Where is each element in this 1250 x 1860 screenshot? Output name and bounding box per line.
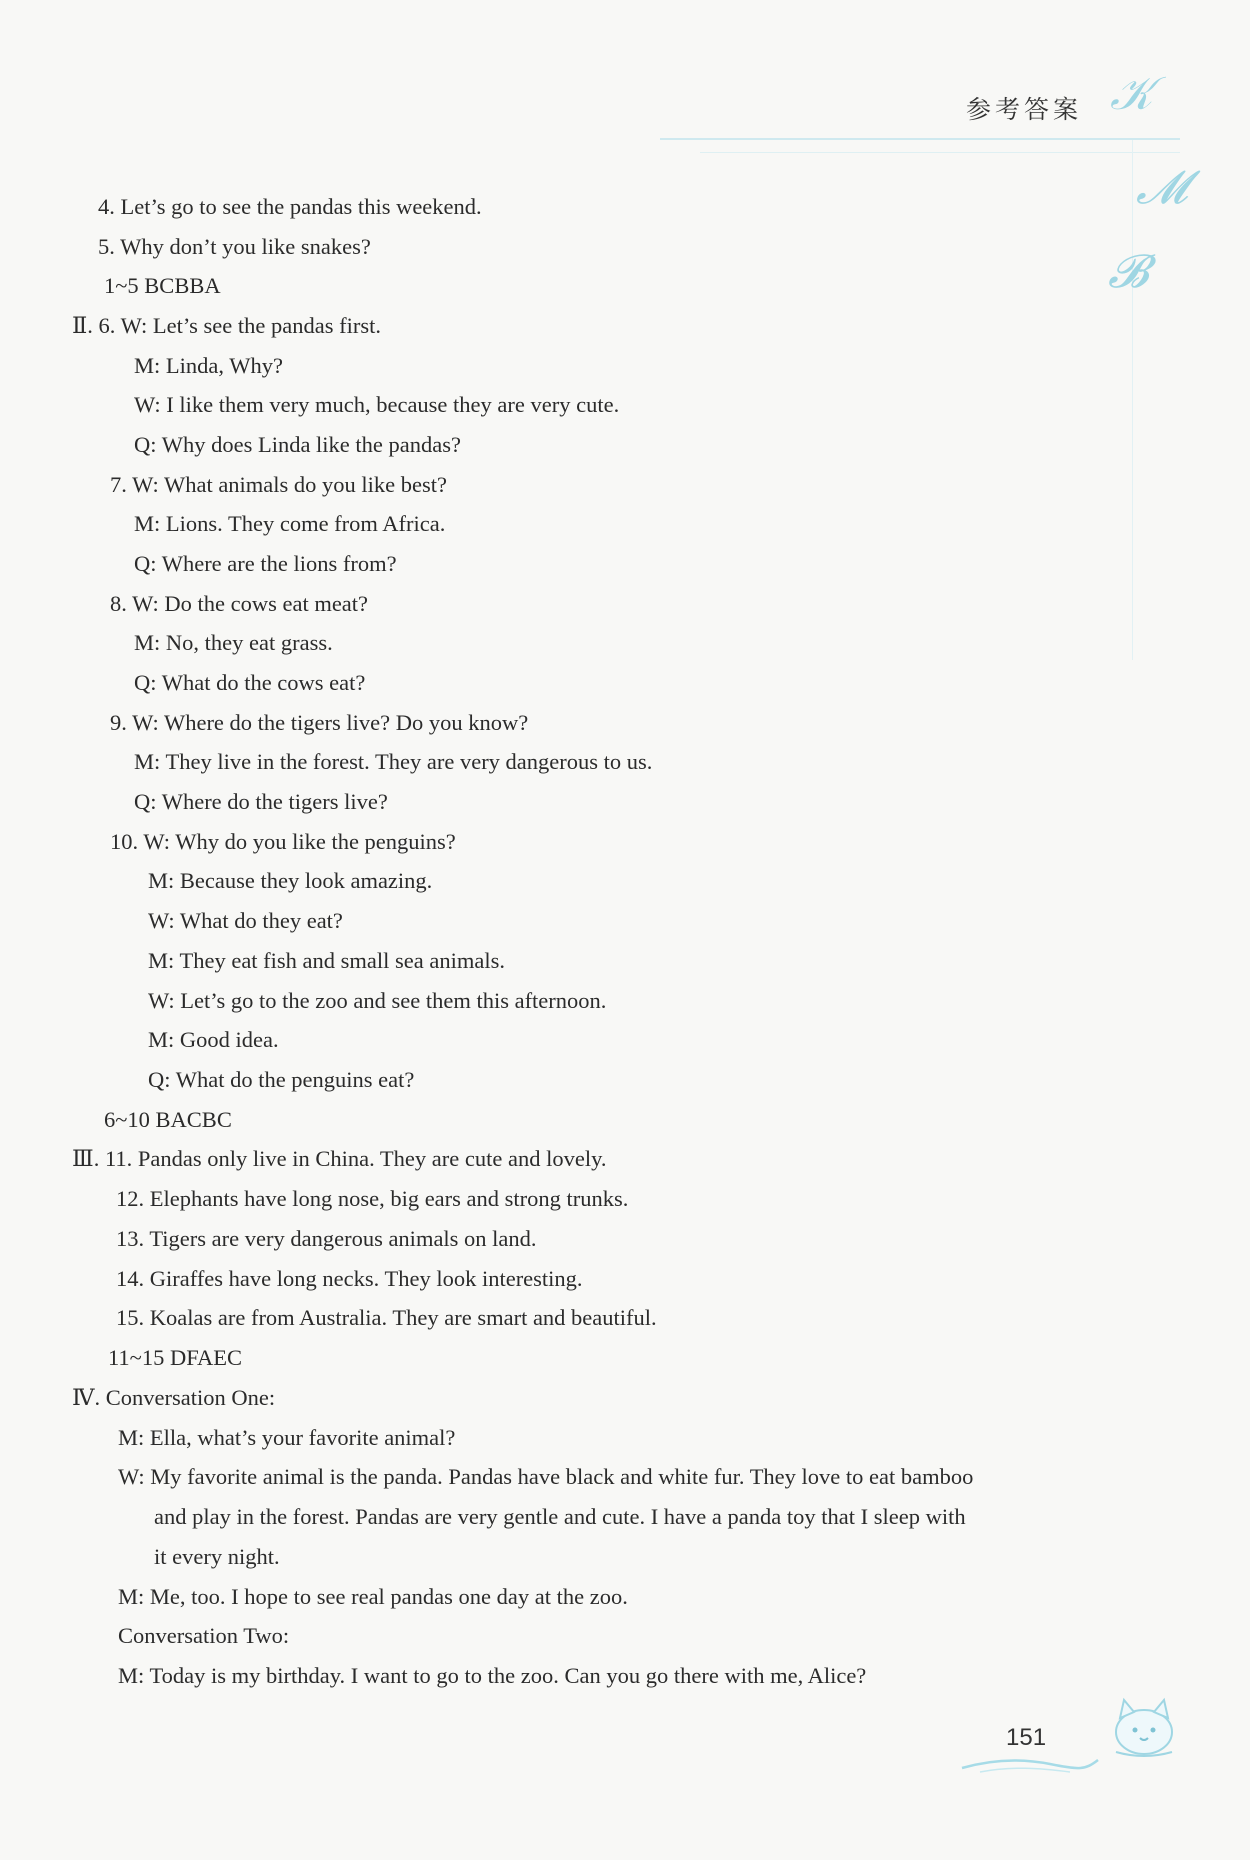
item-14: 14. Giraffes have long necks. They look interesting. (116, 1266, 583, 1291)
item-13: 13. Tigers are very dangerous animals on land. (116, 1226, 537, 1251)
answer-key-1-5: 1~5 BCBBA (104, 273, 221, 298)
section-3-item-11: Ⅲ. 11. Pandas only live in China. They are cute and lovely. (72, 1146, 607, 1171)
q10-w3: W: Let’s go to the zoo and see them this afternoon. (148, 988, 607, 1013)
q8-question: Q: What do the cows eat? (134, 670, 366, 695)
header-divider (660, 138, 1180, 140)
conversation-two-label: Conversation Two: (118, 1623, 290, 1648)
answer-key-6-10: 6~10 BACBC (104, 1107, 232, 1132)
header-title: 参考答案 (966, 95, 1083, 124)
q7-w: 7. W: What animals do you like best? (110, 472, 448, 497)
answer-line-4: 4. Let’s go to see the pandas this weekend. (98, 194, 482, 219)
conv1-m: M: Ella, what’s your favorite animal? (118, 1425, 456, 1450)
page-number: 151 (1006, 1724, 1047, 1751)
q10-question: Q: What do the penguins eat? (148, 1067, 415, 1092)
q7-question: Q: Where are the lions from? (134, 551, 397, 576)
q7-m: M: Lions. They come from Africa. (134, 511, 446, 536)
conv1-w-cont: and play in the forest. Pandas are very gentle and cute. I have a panda toy that I sleep with (154, 1504, 966, 1529)
q10-m: M: Because they look amazing. (148, 868, 433, 893)
q10-m3: M: Good idea. (148, 1027, 279, 1052)
footer-swoosh-icon (960, 1746, 1100, 1776)
q8-w: 8. W: Do the cows eat meat? (110, 591, 369, 616)
item-12: 12. Elephants have long nose, big ears and strong trunks. (116, 1186, 629, 1211)
header-divider-secondary (700, 152, 1180, 153)
q6-question: Q: Why does Linda like the pandas? (134, 432, 461, 457)
q8-m: M: No, they eat grass. (134, 630, 333, 655)
conv1-m2: M: Me, too. I hope to see real pandas one day at the zoo. (118, 1584, 628, 1609)
q10-w: 10. W: Why do you like the penguins? (110, 829, 456, 854)
conv1-w: W: My favorite animal is the panda. Pandas have black and white fur. They love to eat bamboo (118, 1464, 974, 1489)
q9-m: M: They live in the forest. They are very dangerous to us. (134, 749, 653, 774)
section-4-conversation-one: Ⅳ. Conversation One: (72, 1385, 276, 1410)
side-divider (1132, 140, 1133, 660)
script-letter-b-icon: 𝓑 (1108, 244, 1149, 298)
cat-mascot-icon (1104, 1690, 1184, 1760)
q6-m: M: Linda, Why? (134, 353, 283, 378)
script-letter-k-icon: 𝒦 (1110, 66, 1153, 120)
answer-key-11-15: 11~15 DFAEC (108, 1345, 243, 1370)
q10-w2: W: What do they eat? (148, 908, 343, 933)
item-15: 15. Koalas are from Australia. They are smart and beautiful. (116, 1305, 657, 1330)
answer-line-5: 5. Why don’t you like snakes? (98, 234, 371, 259)
conv2-m: M: Today is my birthday. I want to go to the zoo. Can you go there with me, Alice? (118, 1663, 867, 1688)
q6-w2: W: I like them very much, because they are very cute. (134, 392, 620, 417)
q10-m2: M: They eat fish and small sea animals. (148, 948, 506, 973)
conv1-w-cont2: it every night. (154, 1544, 280, 1569)
script-letter-m-icon: 𝓜 (1136, 160, 1188, 214)
section-2-q6-w: Ⅱ. 6. W: Let’s see the pandas first. (72, 313, 381, 338)
q9-w: 9. W: Where do the tigers live? Do you know? (110, 710, 529, 735)
q9-question: Q: Where do the tigers live? (134, 789, 388, 814)
